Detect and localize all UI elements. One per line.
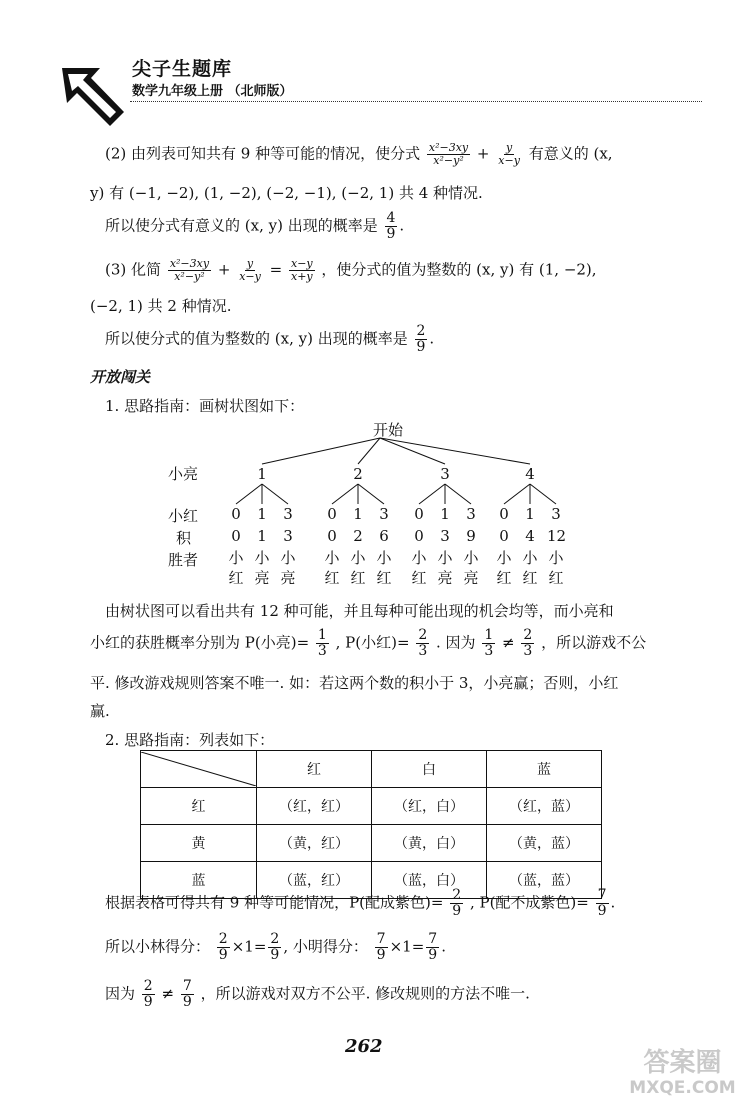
tree-branch-line [236,484,262,504]
tree-product: 12 [547,527,567,545]
table-cell: （蓝，白） [372,862,487,899]
q1-para-line3: 平. 修改游戏规则答案不唯一. 如：若这两个数的积小于 3，小亮赢；否则，小红 [90,674,619,692]
table-corner-cell [141,751,257,788]
tree-winner-top: 小 [548,549,564,567]
table-cell: （蓝，蓝） [487,862,602,899]
tree-node-xiaoliang: 3 [440,465,450,483]
table-row [141,788,602,825]
tree-branch-line [332,484,358,504]
q2-intro: 2. 思路指南：列表如下： [105,731,275,749]
tree-node-xiaohong: 1 [353,505,363,523]
tree-winner-bottom: 红 [411,569,427,587]
tree-node-xiaoliang: 4 [525,465,535,483]
tree-branch-line [419,484,445,504]
tree-winner-top: 小 [376,549,392,567]
tree-product: 0 [231,527,241,545]
tree-product: 3 [440,527,450,545]
table-col-header: 蓝 [487,751,602,788]
tree-winner-bottom: 亮 [280,569,296,587]
tree-diagram [160,418,600,588]
tree-product: 0 [499,527,509,545]
tree-winner-top: 小 [522,549,538,567]
table-row-header: 蓝 [141,862,257,899]
tree-winner-top: 小 [324,549,340,567]
tree-node-xiaohong: 3 [379,505,389,523]
tree-winner-top: 小 [280,549,296,567]
tree-winner-bottom: 亮 [254,569,270,587]
tree-branch-line [262,484,288,504]
header-rule [130,101,702,102]
tree-row-label-winner: 胜者 [168,551,199,569]
q2-line1: 根据表格可得共有 9 种等可能情况，P(配成紫色)= $\frac{2}{9}$ , P(配不成紫色)= $\frac{7}{9}$ . [105,887,616,919]
tree-product: 4 [525,527,535,545]
tree-product: 0 [414,527,424,545]
table-header-row [141,751,602,788]
tree-node-xiaohong: 1 [525,505,535,523]
table-row [141,825,602,862]
tree-winner-bottom: 红 [522,569,538,587]
tree-branch-line [445,484,471,504]
tree-product: 9 [466,527,476,545]
tree-winner-bottom: 红 [228,569,244,587]
tree-node-xiaoliang: 2 [353,465,363,483]
tree-winner-bottom: 亮 [463,569,479,587]
tree-node-xiaohong: 0 [414,505,424,523]
watermark-bottom: MXQE.COM [629,1078,736,1098]
part3-line3: 所以使分式的值为整数的 (x, y) 出现的概率是 $\frac{2}{9}$ . [105,323,435,355]
table-row-header: 黄 [141,825,257,862]
tree-node-xiaohong: 3 [551,505,561,523]
tree-winner-top: 小 [228,549,244,567]
q2-line2: 所以小林得分： $\frac{2}{9}$ ×1= $\frac{2}{9}$ , 小明得分： $\frac{7}{9}$ ×1= $\frac{7}{9}$ . [105,931,446,963]
table-cell: （黄，白） [372,825,487,862]
header-logo-arrow-icon [58,60,128,134]
table-col-header: 白 [372,751,487,788]
tree-product: 1 [257,527,267,545]
tree-winner-top: 小 [254,549,270,567]
tree-winner-top: 小 [411,549,427,567]
tree-branch-line [262,438,380,464]
tree-node-xiaohong: 0 [327,505,337,523]
tree-branch-line [380,438,530,464]
section-title: 开放闯关 [90,368,151,386]
table-cell: （红，红） [257,788,372,825]
tree-product: 6 [379,527,389,545]
tree-product: 3 [283,527,293,545]
tree-winner-top: 小 [496,549,512,567]
tree-row-label-xiaoliang: 小亮 [168,465,199,483]
tree-row-label-xiaohong: 小红 [168,507,199,525]
table-col-header: 红 [257,751,372,788]
q1-intro: 1. 思路指南：画树状图如下： [105,397,305,415]
tree-node-xiaohong: 0 [231,505,241,523]
part2-line1: (2) 由列表可知共有 9 种等可能的情况，使分式 $\frac{\text{x²−3xy}}{\text{x²−y²}}$ + $\frac{y}{x-y}$ 有意义的 (x, [105,141,613,167]
color-table [140,750,602,899]
tree-node-xiaohong: 1 [257,505,267,523]
tree-node-xiaohong: 0 [499,505,509,523]
table-cell: （黄，红） [257,825,372,862]
q1-para-line1: 由树状图可以看出共有 12 种可能，并且每种可能出现的机会均等，而小亮和 [105,602,614,620]
q1-para-line4: 赢. [90,702,110,720]
part2-line3: 所以使分式有意义的 (x, y) 出现的概率是 $\frac{4}{9}$ . [105,210,405,242]
tree-product: 2 [353,527,363,545]
tree-winner-top: 小 [463,549,479,567]
tree-row-label-product: 积 [176,529,192,547]
tree-branch-line [530,484,556,504]
table-cell: （红，白） [372,788,487,825]
tree-winner-bottom: 亮 [437,569,453,587]
tree-winner-bottom: 红 [324,569,340,587]
table-cell: （红，蓝） [487,788,602,825]
tree-node-xiaohong: 3 [466,505,476,523]
tree-winner-bottom: 红 [548,569,564,587]
tree-branch-line [380,438,445,464]
header-title: 尖子生题库 [132,58,233,80]
page-number: 262 [345,1036,383,1057]
table-cell: （蓝，红） [257,862,372,899]
tree-winner-top: 小 [437,549,453,567]
tree-branch-line [504,484,530,504]
q1-para-line2: 小红的获胜概率分别为 P(小亮)= $\frac{1}{3}$ , P(小红)= $\frac{2}{3}$ . 因为 $\frac{1}{3}$ ≠ $\frac{2}{3}$ ，所以游戏不公 [90,627,647,659]
tree-branch-line [358,484,384,504]
watermark-top: 答案圈 [643,1048,722,1078]
part2-line2: y) 有 (−1, −2), (1, −2), (−2, −1), (−2, 1) 共 4 种情况. [90,184,483,202]
table-cell: （黄，蓝） [487,825,602,862]
header-subtitle: 数学九年级上册 （北师版） [132,84,293,99]
tree-node-xiaohong: 3 [283,505,293,523]
tree-winner-bottom: 红 [376,569,392,587]
tree-winner-bottom: 红 [350,569,366,587]
tree-root: 开始 [373,421,404,439]
q2-line3: 因为 $\frac{2}{9}$ ≠ $\frac{7}{9}$ ，所以游戏对双方不公平. 修改规则的方法不唯一. [105,978,530,1010]
tree-winner-bottom: 红 [496,569,512,587]
part3-line1: (3) 化简 $\frac{\text{x²−3xy}}{\text{x²−y²}}$ + $\frac{y}{x-y}$ = $\frac{x-y}{x+y}$ ，使分式的值为整数的 (x, y) 有 (1, −2), [105,257,597,283]
tree-product: 0 [327,527,337,545]
table-row-header: 红 [141,788,257,825]
tree-node-xiaoliang: 1 [257,465,267,483]
watermark-logo [620,1048,745,1098]
tree-winner-top: 小 [350,549,366,567]
tree-node-xiaohong: 1 [440,505,450,523]
part3-line2: (−2, 1) 共 2 种情况. [90,297,232,315]
